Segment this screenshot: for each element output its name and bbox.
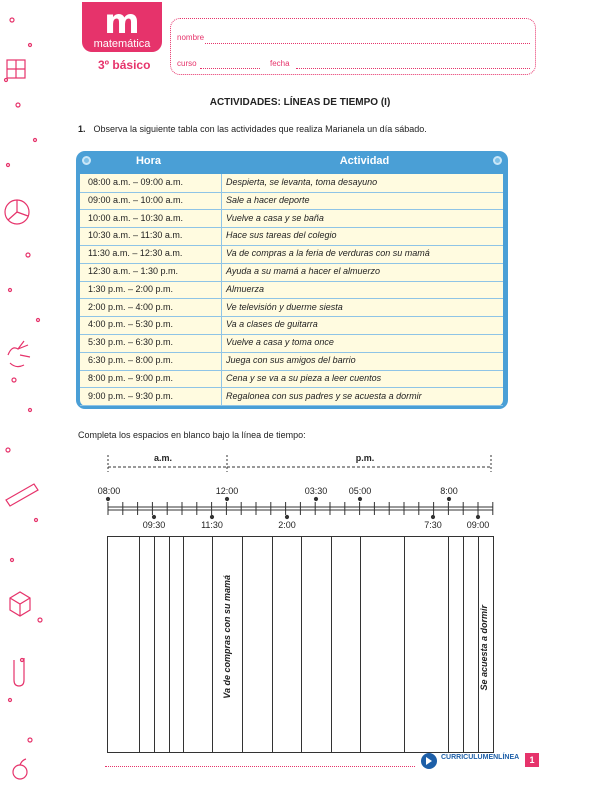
- cell-actividad: Hace sus tareas del colegio: [226, 230, 337, 241]
- subject-label: matemática: [93, 38, 151, 50]
- timeline-marker: [314, 497, 317, 500]
- table-row: [80, 316, 503, 335]
- cell-actividad: Juega con sus amigos del barrio: [226, 355, 356, 365]
- cell-actividad: Vuelve a casa y se baña: [226, 212, 324, 223]
- cell-hora: 6:30 p.m. – 8:00 p.m.: [88, 355, 174, 365]
- brand-name: CURRICULUMENLÍNEA: [441, 754, 520, 761]
- cell-actividad: Va de compras a la feria de verduras con su mamá: [226, 248, 430, 259]
- logo-letter: m: [104, 2, 140, 42]
- answer-slot-divider: [272, 536, 273, 753]
- question-number: 1.: [78, 124, 86, 134]
- cell-actividad: Almuerza: [226, 283, 265, 294]
- cell-hora: 08:00 a.m. – 09:00 a.m.: [88, 177, 184, 187]
- answer-filled-2: Se acuesta a dormir: [479, 605, 489, 691]
- answer-slot-divider: [331, 536, 332, 753]
- tick-label-bottom: 2:00: [278, 520, 296, 530]
- tick-label-bottom: 09:00: [466, 520, 490, 530]
- table-row: [80, 370, 503, 389]
- cell-hora: 8:00 p.m. – 9:00 p.m.: [88, 372, 174, 383]
- decorative-side-strip: [0, 0, 50, 800]
- answer-filled-1: Va de compras con su mamá: [222, 575, 232, 699]
- cell-hora: 09:00 a.m. – 10:00 a.m.: [88, 194, 184, 205]
- fecha-label: fecha: [270, 59, 290, 68]
- cell-hora: 4:00 p.m. – 5:30 p.m.: [88, 319, 174, 330]
- am-label: a.m.: [153, 453, 173, 463]
- answer-slot-divider: [360, 536, 361, 753]
- answer-slot-divider: [301, 536, 302, 753]
- table-row: [80, 210, 503, 229]
- cell-actividad: Ayuda a su mamá a hacer el almuerzo: [226, 266, 380, 276]
- cell-hora: 5:30 p.m. – 6:30 p.m.: [88, 337, 174, 348]
- answer-slot-divider: [183, 536, 184, 753]
- brand-logo: [420, 752, 520, 777]
- cell-actividad: Va a clases de guitarra: [226, 319, 318, 330]
- tick-label-top: 03:30: [304, 486, 328, 496]
- answer-slot-divider: [404, 536, 405, 753]
- answer-slot-divider: [154, 536, 155, 753]
- student-info-box: [170, 18, 536, 75]
- cell-actividad: Vuelve a casa y toma once: [226, 337, 334, 348]
- table-row: [80, 281, 503, 300]
- question-text: Observa la siguiente tabla con las actividades que realiza Marianela un día sábado.: [93, 124, 427, 134]
- answer-slot-divider: [463, 536, 464, 753]
- tick-label-top: 12:00: [215, 486, 239, 496]
- nombre-field[interactable]: [205, 43, 530, 44]
- tick-label-bottom: 7:30: [424, 520, 442, 530]
- cell-hora: 2:00 p.m. – 4:00 p.m.: [88, 301, 174, 312]
- table-row: [80, 263, 503, 282]
- cell-actividad: Sale a hacer deporte: [226, 194, 310, 205]
- cell-hora: 10:30 a.m. – 11:30 a.m.: [88, 230, 183, 241]
- answer-slot-divider: [212, 536, 213, 753]
- timeline-marker: [106, 497, 109, 500]
- page-number: 1: [525, 753, 539, 767]
- curso-field[interactable]: [200, 68, 260, 69]
- cell-actividad: Regalonea con sus padres y se acuesta a dormir: [226, 390, 422, 401]
- cell-actividad: Despierta, se levanta, toma desayuno: [226, 177, 378, 187]
- table-row: [80, 192, 503, 211]
- cell-hora: 10:00 a.m. – 10:30 a.m.: [88, 212, 184, 223]
- footer-divider: [105, 766, 415, 767]
- activity-table: [76, 151, 508, 409]
- answer-slot-divider: [242, 536, 243, 753]
- curso-label: curso: [177, 59, 197, 68]
- question-1: [78, 124, 427, 134]
- tick-label-top: 05:00: [348, 486, 372, 496]
- table-row: [80, 352, 503, 371]
- answer-slot-divider: [139, 536, 140, 753]
- timeline-marker: [476, 515, 479, 518]
- instruction-text: Completa los espacios en blanco bajo la línea de tiempo:: [78, 430, 306, 440]
- header-actividad: Actividad: [339, 155, 390, 167]
- cell-hora: 9:00 p.m. – 9:30 p.m.: [88, 390, 174, 401]
- nombre-label: nombre: [177, 33, 205, 42]
- cell-actividad: Cena y se va a su pieza a leer cuentos: [226, 372, 382, 383]
- logo: [82, 2, 162, 52]
- timeline-marker: [285, 515, 288, 518]
- tick-label-top: 08:00: [97, 486, 121, 496]
- header-hora: Hora: [135, 155, 162, 167]
- table-row: [80, 388, 503, 407]
- pm-label: p.m.: [355, 453, 375, 463]
- table-row: [80, 299, 503, 318]
- table-body: [80, 174, 503, 406]
- cell-actividad: Ve televisión y duerme siesta: [226, 301, 343, 312]
- timeline-marker: [447, 497, 450, 500]
- table-row: [80, 227, 503, 246]
- page-title: ACTIVIDADES: LÍNEAS DE TIEMPO (I): [209, 97, 391, 108]
- timeline-marker: [431, 515, 434, 518]
- timeline-marker: [210, 515, 213, 518]
- timeline-marker: [225, 497, 228, 500]
- cell-hora: 11:30 a.m. – 12:30 a.m.: [88, 248, 183, 259]
- tick-label-bottom: 11:30: [201, 520, 223, 530]
- fecha-field[interactable]: [296, 68, 530, 69]
- table-row: [80, 334, 503, 353]
- tick-label-top: 8:00: [440, 486, 458, 496]
- table-row: [80, 245, 503, 264]
- table-row: [80, 174, 503, 193]
- answer-slot-divider: [448, 536, 449, 753]
- cell-hora: 1:30 p.m. – 2:00 p.m.: [88, 283, 174, 294]
- answer-slot-divider: [169, 536, 170, 753]
- cell-hora: 12:30 a.m. – 1:30 p.m.: [88, 266, 179, 276]
- timeline-marker: [358, 497, 361, 500]
- tick-label-bottom: 09:30: [142, 520, 166, 530]
- grade-label: 3º básico: [98, 58, 151, 72]
- timeline-marker: [152, 515, 155, 518]
